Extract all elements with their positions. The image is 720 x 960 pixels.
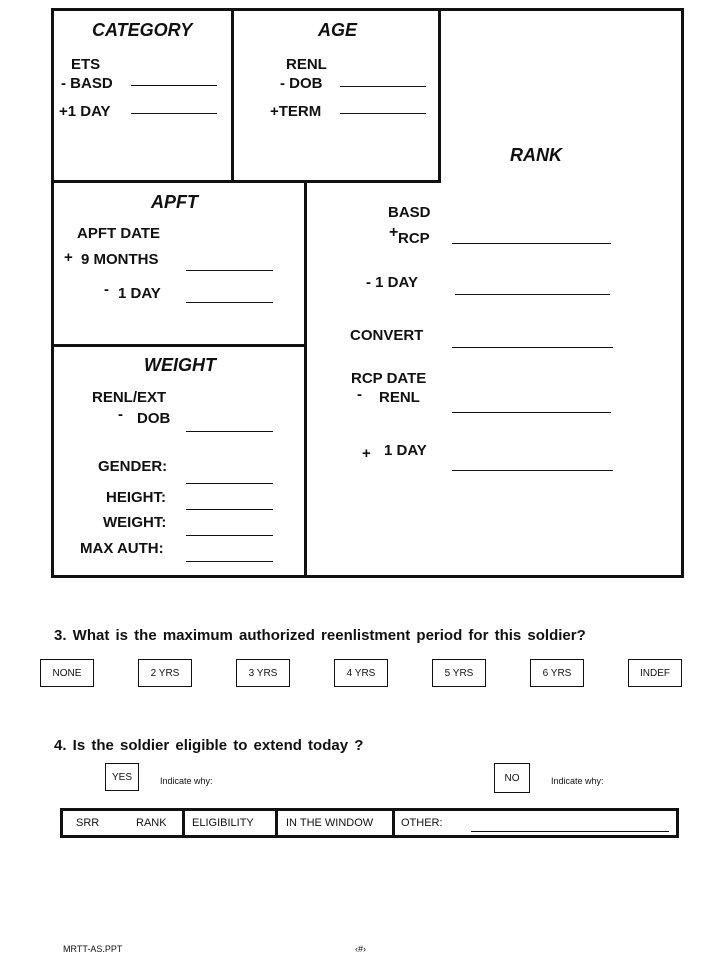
option-none[interactable]: NONE (40, 659, 94, 687)
reason-rank[interactable]: RANK (136, 817, 167, 829)
divider-top-row (51, 180, 441, 183)
reason-eligibility[interactable]: ELIGIBILITY (192, 817, 254, 829)
weight-dob-label: DOB (137, 410, 171, 427)
category-title: CATEGORY (92, 20, 193, 40)
rank-basd-label: BASD (388, 204, 431, 221)
plus-day-label: +1 DAY (59, 103, 111, 120)
weight-minus-sign: - (118, 406, 123, 423)
reason-in-the-window[interactable]: IN THE WINDOW (286, 817, 374, 829)
dob-label: - DOB (280, 75, 323, 92)
rank-title: RANK (510, 145, 562, 165)
dob-line[interactable] (340, 86, 426, 87)
weight-dob-line[interactable] (186, 431, 273, 432)
reasons-separator (392, 811, 395, 835)
height-label: HEIGHT: (106, 489, 166, 506)
rank-minus-day-label: - 1 DAY (366, 274, 418, 291)
ets-label: ETS (71, 56, 101, 73)
height-line[interactable] (186, 509, 273, 510)
basd-label: - BASD (61, 75, 113, 92)
option-6-yrs[interactable]: 6 YRS (530, 659, 584, 687)
yes-button[interactable]: YES (105, 763, 139, 791)
max-auth-line[interactable] (186, 561, 273, 562)
rcp-line[interactable] (452, 243, 611, 244)
apft-date-label: APFT DATE (77, 225, 161, 242)
reason-srr[interactable]: SRR (76, 817, 100, 829)
option-2-yrs[interactable]: 2 YRS (138, 659, 192, 687)
plus-day-line[interactable] (131, 113, 217, 114)
weight-label: WEIGHT: (103, 514, 167, 531)
rcp-date-label: RCP DATE (351, 370, 427, 387)
divider-apft-weight (51, 344, 306, 347)
option-5-yrs[interactable]: 5 YRS (432, 659, 486, 687)
nine-months-label: 9 MONTHS (81, 251, 159, 268)
indicate-why-yes: Indicate why: (160, 776, 213, 786)
no-button[interactable]: NO (494, 763, 530, 793)
rank-minus-sign: - (357, 386, 362, 403)
apft-one-day-line[interactable] (186, 302, 273, 303)
rank-one-day-label: 1 DAY (384, 442, 427, 459)
reasons-bar (60, 808, 679, 838)
gender-label: GENDER: (98, 458, 168, 475)
reasons-separator (182, 811, 185, 835)
apft-minus-sign: - (104, 281, 109, 298)
footer-page: ‹#› (355, 944, 366, 954)
divider-left-right (304, 180, 307, 578)
question-3-text: 3. What is the maximum authorized reenlistment period for this soldier? (54, 627, 586, 644)
divider-category-age (231, 8, 234, 182)
age-title: AGE (318, 20, 358, 40)
renl-label: RENL (286, 56, 327, 73)
rank-minus-day-line[interactable] (455, 294, 610, 295)
nine-months-line[interactable] (186, 270, 273, 271)
option-indef[interactable]: INDEF (628, 659, 682, 687)
rank-plus-sign: + (389, 224, 399, 241)
convert-label: CONVERT (350, 327, 424, 344)
rank-plus2-sign: + (362, 445, 371, 462)
rank-renl-line[interactable] (452, 412, 611, 413)
rcp-label: RCP (398, 230, 430, 247)
rank-renl-label: RENL (379, 389, 420, 406)
option-4-yrs[interactable]: 4 YRS (334, 659, 388, 687)
other-line[interactable] (471, 831, 669, 832)
reasons-separator (275, 811, 278, 835)
apft-plus-sign: + (64, 249, 73, 266)
indicate-why-no: Indicate why: (551, 776, 604, 786)
max-auth-label: MAX AUTH: (80, 540, 164, 557)
apft-one-day-label: 1 DAY (118, 285, 161, 302)
term-line[interactable] (340, 113, 426, 114)
renl-ext-label: RENL/EXT (92, 389, 167, 406)
gender-line[interactable] (186, 483, 273, 484)
convert-line[interactable] (452, 347, 613, 348)
weight-line[interactable] (186, 535, 273, 536)
basd-line[interactable] (131, 85, 217, 86)
weight-title: WEIGHT (144, 355, 216, 375)
option-3-yrs[interactable]: 3 YRS (236, 659, 290, 687)
rank-one-day-line[interactable] (452, 470, 613, 471)
term-label: +TERM (270, 103, 322, 120)
apft-title: APFT (151, 192, 198, 212)
reason-other[interactable]: OTHER: (401, 817, 443, 829)
divider-age-rank (438, 8, 441, 182)
footer-file: MRTT-AS.PPT (63, 944, 123, 954)
question-4-text: 4. Is the soldier eligible to extend today ? (54, 737, 364, 754)
